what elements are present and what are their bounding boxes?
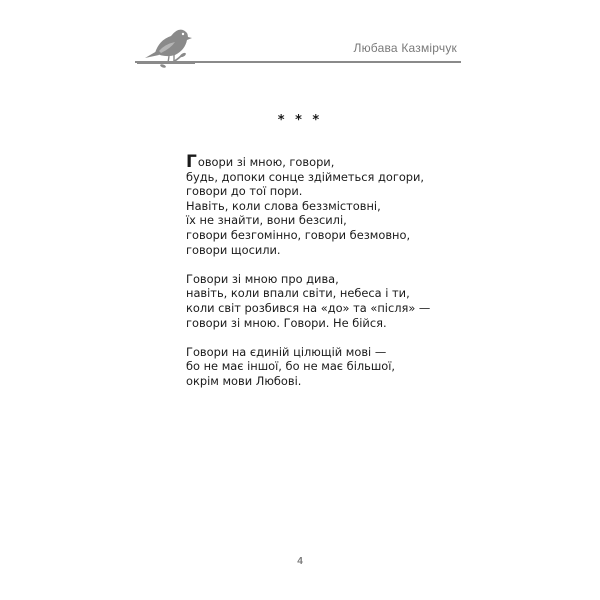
poem-line: коли світ розбився на «до» та «після» — — [186, 300, 431, 315]
poem — [186, 152, 486, 403]
poem-line — [186, 152, 486, 172]
stanza-2 — [186, 272, 486, 330]
poem-line: бо не має іншої, бо не має більшої, — [186, 359, 396, 374]
header-rule — [135, 61, 461, 63]
stanza-3 — [186, 345, 486, 389]
poem-line: навіть, коли впали світи, небеса і ти, — [186, 286, 410, 301]
running-header — [135, 14, 461, 74]
author-name: Любава Казмірчук — [353, 41, 457, 55]
poem-line-text: овори зі мною, говори, — [197, 155, 335, 169]
poem-line: говори зі мною. Говори. Не бійся. — [186, 315, 387, 330]
poem-line: будь, допоки сонце здійметься догори, — [186, 169, 425, 184]
stanza-1 — [186, 152, 486, 257]
poem-line: Навіть, коли слова беззмістовні, — [186, 198, 381, 213]
bird-on-branch-icon — [137, 14, 197, 74]
poem-line: говори безгомінно, говори безмовно, — [186, 227, 411, 242]
poem-line: говори щосили. — [186, 242, 281, 257]
poem-line: окрім мови Любові. — [186, 373, 302, 388]
poem-line: їх не знайти, вони безсилі, — [186, 213, 347, 228]
poem-line: говори до тої пори. — [186, 184, 303, 199]
poem-line: Говори на єдиній цілющій мові — — [186, 344, 387, 359]
page-number: 4 — [297, 556, 303, 567]
initial-letter: Г — [186, 152, 197, 172]
section-separator: * * * — [277, 113, 323, 128]
poem-line: Говори зі мною про дива, — [186, 271, 339, 286]
